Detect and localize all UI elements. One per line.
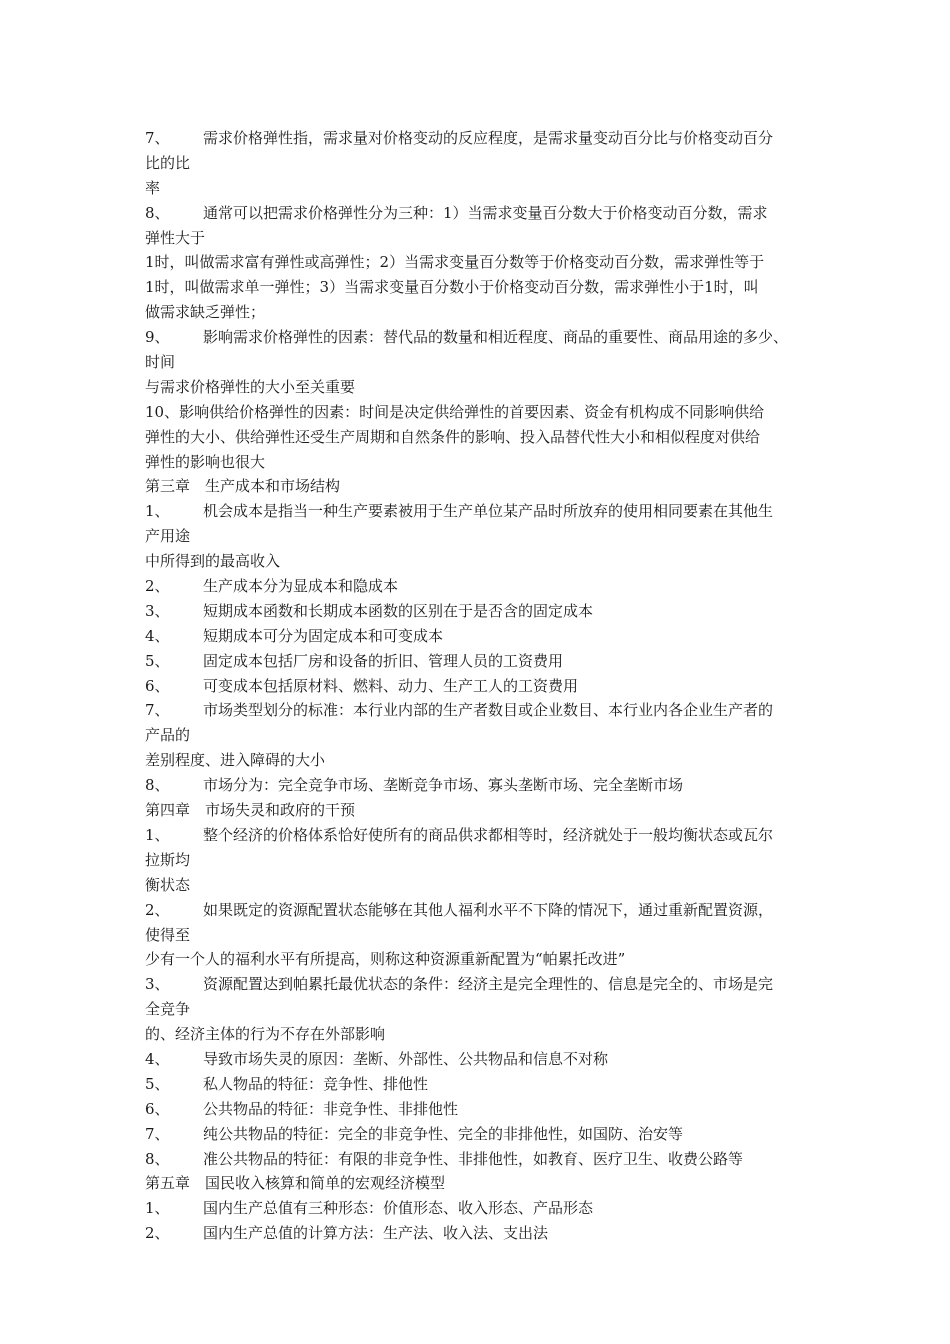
document-page (145, 126, 857, 1246)
text-line (145, 250, 857, 275)
line-text: 时间 (145, 353, 176, 372)
line-text: 导致市场失灵的原因：垄断、外部性、公共物品和信息不对称 (203, 1049, 609, 1068)
text-line (145, 1022, 857, 1047)
numbered-line (145, 1122, 857, 1147)
text-line (145, 848, 857, 873)
line-text: 第四章 市场失灵和政府的干预 (145, 801, 356, 820)
line-text: 全竞争 (145, 1000, 191, 1019)
item-number: 7、 (145, 701, 170, 720)
line-text: 生产成本分为显成本和隐成本 (203, 577, 399, 596)
numbered-line (145, 1221, 857, 1246)
item-number: 3、 (145, 601, 170, 620)
line-text: 固定成本包括厂房和设备的折旧、管理人员的工资费用 (203, 651, 564, 670)
line-text: 资源配置达到帕累托最优状态的条件：经济主是完全理性的、信息是完全的、市场是完 (203, 975, 774, 994)
text-line (145, 375, 857, 400)
numbered-line (145, 1147, 857, 1172)
item-number: 7、 (145, 1124, 170, 1143)
text-line (145, 997, 857, 1022)
line-text: 弹性大于 (145, 228, 206, 247)
item-number: 6、 (145, 1099, 170, 1118)
line-text: 可变成本包括原材料、燃料、动力、生产工人的工资费用 (203, 676, 579, 695)
numbered-line (145, 823, 857, 848)
text-line (145, 400, 857, 425)
item-number: 3、 (145, 975, 170, 994)
numbered-line (145, 1196, 857, 1221)
text-line (145, 450, 857, 475)
line-text: 拉斯均 (145, 850, 191, 869)
numbered-line (145, 698, 857, 723)
line-text: 机会成本是指当一种生产要素被用于生产单位某产品时所放弃的使用相同要素在其他生 (203, 502, 774, 521)
line-text: 如果既定的资源配置状态能够在其他人福利水平不下降的情况下，通过重新配置资源， (203, 900, 774, 919)
line-text: 市场分为：完全竞争市场、垄断竞争市场、寡头垄断市场、完全垄断市场 (203, 776, 684, 795)
line-text: 弹性的影响也很大 (145, 452, 266, 471)
line-text: 产用途 (145, 527, 191, 546)
line-text: 率 (145, 178, 161, 197)
line-text: 1时，叫做需求富有弹性或高弹性；2）当需求变量百分数等于价格变动百分数，需求弹性等于 (145, 253, 765, 272)
line-text: 第五章 国民收入核算和简单的宏观经济模型 (145, 1174, 446, 1193)
numbered-line (145, 599, 857, 624)
text-line (145, 474, 857, 499)
text-line (145, 873, 857, 898)
line-text: 差别程度、进入障碍的大小 (145, 751, 326, 770)
line-text: 影响需求价格弹性的因素：替代品的数量和相近程度、商品的重要性、商品用途的多少、 (203, 328, 789, 347)
line-text: 需求价格弹性指，需求量对价格变动的反应程度，是需求量变动百分比与价格变动百分 (203, 129, 774, 147)
line-text: 国内生产总值的计算方法：生产法、收入法、支出法 (203, 1224, 549, 1243)
text-line (145, 947, 857, 972)
line-text: 少有一个人的福利水平有所提高，则称这种资源重新配置为“帕累托改进” (145, 950, 626, 969)
item-number: 5、 (145, 1074, 170, 1093)
line-text: 做需求缺乏弹性； (145, 303, 266, 322)
line-text: 比的比 (145, 153, 191, 172)
line-text: 的、经济主体的行为不存在外部影响 (145, 1025, 386, 1044)
numbered-line (145, 1047, 857, 1072)
text-line (145, 425, 857, 450)
line-text: 1时，叫做需求单一弹性；3）当需求变量百分数小于价格变动百分数，需求弹性小于1时，叫 (145, 278, 759, 297)
numbered-line (145, 649, 857, 674)
numbered-line (145, 1072, 857, 1097)
item-number: 5、 (145, 651, 170, 670)
line-text: 10、影响供给价格弹性的因素：时间是决定供给弹性的首要因素、资金有机构成不同影响供给 (145, 402, 765, 421)
line-text: 短期成本函数和长期成本函数的区别在于是否含的固定成本 (203, 601, 594, 620)
item-number: 9、 (145, 328, 170, 347)
item-number: 1、 (145, 502, 170, 521)
item-number: 6、 (145, 676, 170, 695)
line-text: 公共物品的特征：非竞争性、非排他性 (203, 1099, 459, 1118)
item-number: 8、 (145, 776, 170, 795)
numbered-line (145, 499, 857, 524)
text-line (145, 275, 857, 300)
item-number: 8、 (145, 1149, 170, 1168)
numbered-line (145, 972, 857, 997)
line-text: 准公共物品的特征：有限的非竞争性、非排他性，如教育、医疗卫生、收费公路等 (203, 1149, 744, 1168)
numbered-line (145, 624, 857, 649)
line-text: 中所得到的最高收入 (145, 552, 281, 571)
item-number: 7、 (145, 129, 170, 147)
line-text: 短期成本可分为固定成本和可变成本 (203, 626, 444, 645)
item-number: 1、 (145, 825, 170, 844)
line-text: 与需求价格弹性的大小至关重要 (145, 377, 356, 396)
text-line (145, 524, 857, 549)
text-line (145, 723, 857, 748)
line-text: 私人物品的特征：竞争性、排他性 (203, 1074, 429, 1093)
line-text: 产品的 (145, 726, 191, 745)
line-text: 整个经济的价格体系恰好使所有的商品供求都相等时，经济就处于一般均衡状态或瓦尔 (203, 825, 774, 844)
line-text: 通常可以把需求价格弹性分为三种：1）当需求变量百分数大于价格变动百分数，需求 (203, 203, 768, 222)
text-line (145, 1171, 857, 1196)
text-line (145, 350, 857, 375)
text-line (145, 176, 857, 201)
numbered-line (145, 898, 857, 923)
text-line (145, 923, 857, 948)
text-line (145, 549, 857, 574)
item-number: 2、 (145, 577, 170, 596)
item-number: 4、 (145, 1049, 170, 1068)
numbered-line (145, 325, 857, 350)
line-text: 市场类型划分的标准：本行业内部的生产者数目或企业数目、本行业内各企业生产者的 (203, 701, 774, 720)
item-number: 8、 (145, 203, 170, 222)
item-number: 4、 (145, 626, 170, 645)
numbered-line (145, 773, 857, 798)
numbered-line (145, 201, 857, 226)
line-text: 纯公共物品的特征：完全的非竞争性、完全的非排他性，如国防、治安等 (203, 1124, 684, 1143)
numbered-line (145, 1097, 857, 1122)
numbered-line (145, 674, 857, 699)
line-text: 第三章 生产成本和市场结构 (145, 477, 341, 496)
numbered-line (145, 574, 857, 599)
line-text: 弹性的大小、供给弹性还受生产周期和自然条件的影响、投入品替代性大小和相似程度对供给 (145, 427, 761, 446)
text-line (145, 748, 857, 773)
item-number: 2、 (145, 1224, 170, 1243)
numbered-line (145, 126, 857, 151)
text-line (145, 798, 857, 823)
text-line (145, 226, 857, 251)
text-line (145, 151, 857, 176)
line-text: 衡状态 (145, 875, 191, 894)
text-line (145, 300, 857, 325)
item-number: 1、 (145, 1199, 170, 1218)
line-text: 使得至 (145, 925, 191, 944)
item-number: 2、 (145, 900, 170, 919)
line-text: 国内生产总值有三种形态：价值形态、收入形态、产品形态 (203, 1199, 594, 1218)
